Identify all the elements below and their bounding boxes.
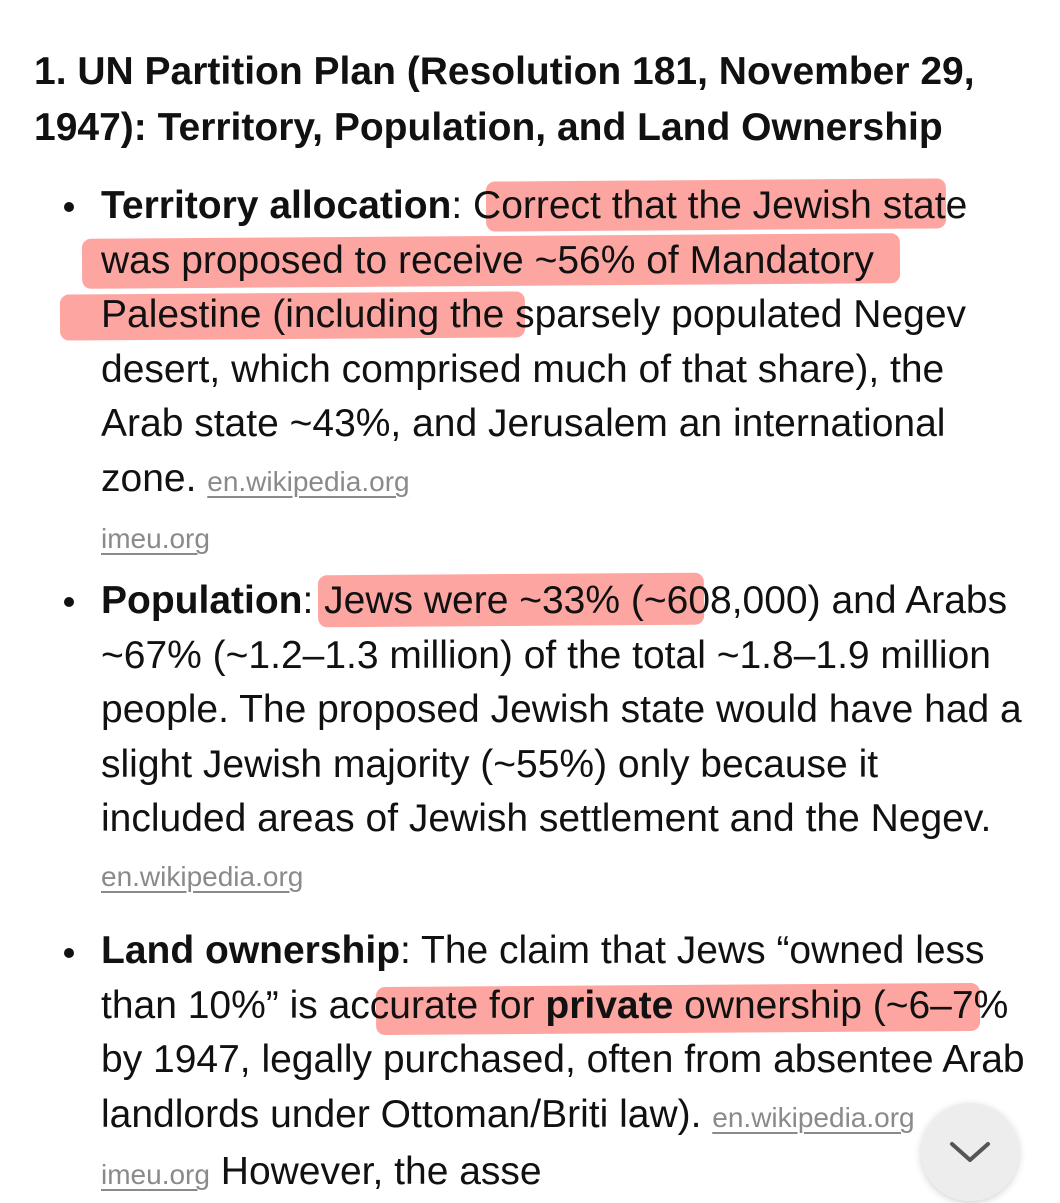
source-link-wikipedia[interactable]: en.wikipedia.org (101, 860, 304, 892)
list-item-territory: Territory allocation: Correct that the Jewish state was proposed to receive ~56% of Mandatory Palestine (including the sparsely populated Negev desert, which comprised much of that share), the Arab state ~43%, and Jerusalem an international zone. en.wikipedia.org imeu.org (101, 184, 968, 554)
item-text: law). (608, 1092, 713, 1136)
bullet-point (64, 597, 74, 607)
chevron-down-icon (948, 1139, 992, 1165)
item-text: Jews were ~33% (~608,000) and Arabs ~67% (~1.2–1.3 million) of the total ~1.8–1.9 million people. The proposed Jewish state would have had a slight Jewish majority (~55%) only because it included areas of Jewish settlement and the Negev. (101, 579, 1022, 840)
bullet-point (64, 202, 74, 212)
item-label: Land ownership (101, 929, 401, 972)
item-text: However, the asse (209, 1150, 542, 1193)
section-heading: 1. UN Partition Plan (Resolution 181, November 29, 1947): Territory, Population, and Land Ownership (34, 50, 975, 149)
item-label: Territory allocation (101, 184, 452, 227)
scroll-down-button[interactable] (921, 1103, 1019, 1201)
source-link-wikipedia[interactable]: en.wikipedia.org (207, 465, 410, 497)
emphasis-private: private (545, 983, 674, 1027)
item-text: ownership (~6–7% by 1947, legally purchased, often from absentee Arab landlords under Ottoman/Briti (101, 983, 1025, 1136)
item-text: Correct that the Jewish state was proposed to receive ~56% of Mandatory Palestine (including the sparsely populated Negev desert, which comprised much of that share), the Arab state ~43%, and Jerusalem an international zone. (101, 184, 968, 500)
bullet-point (64, 948, 74, 958)
source-link-wikipedia[interactable]: en.wikipedia.org (712, 1101, 915, 1133)
source-link-imeu[interactable]: imeu.org (101, 523, 210, 554)
item-text: The claim that Jews “owned less than 10%” is accurate for (101, 929, 985, 1027)
list-item-land-ownership: Land ownership: The claim that Jews “owned less than 10%” is accurate for private ownership (~6–7% by 1947, legally purchased, often from absentee Arab landlords under Ottoman/Briti law). en.wikipedia.org imeu.org However, the asse (101, 929, 1025, 1193)
list-item-population: Population: Jews were ~33% (~608,000) and Arabs ~67% (~1.2–1.3 million) of the total ~1.8–1.9 million people. The proposed Jewish state would have had a slight Jewish majority (~55%) only because it included areas of Jewish settlement and the Negev. en.wikipedia.org (101, 579, 1022, 892)
source-link-imeu[interactable]: imeu.org (101, 1159, 210, 1190)
item-label: Population (101, 579, 303, 622)
